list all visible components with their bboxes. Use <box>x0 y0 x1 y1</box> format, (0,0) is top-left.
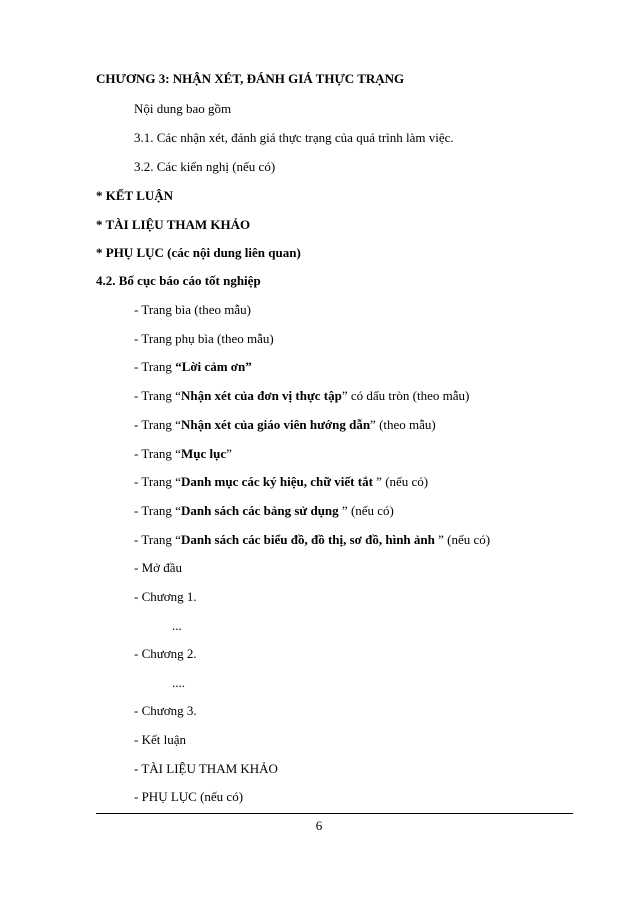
text-segment: - Chương 2. <box>134 646 197 661</box>
text-segment: Nhận xét của giáo viên hướng dẫn <box>180 417 371 432</box>
appendix-heading <box>96 245 301 261</box>
chapter-heading <box>96 71 404 87</box>
text-segment: ” có dấu tròn (theo mẫu) <box>341 388 470 403</box>
text-segment: - Trang phụ bìa (theo mẫu) <box>134 331 274 346</box>
text-segment: .... <box>172 675 185 690</box>
footer-divider <box>96 813 573 814</box>
text-segment: Danh mục các ký hiệu, chữ viết tắt <box>180 474 373 489</box>
text-segment: 3.2. Các kiến nghị (nếu có) <box>134 159 276 174</box>
list-item <box>134 732 186 748</box>
text-segment: - PHỤ LỤC (nếu có) <box>134 789 244 804</box>
list-item <box>134 417 436 433</box>
list-item <box>134 646 197 662</box>
text-segment: - Kết luận <box>134 732 186 747</box>
ellipsis-line <box>172 675 185 691</box>
page-number: 6 <box>315 818 323 833</box>
text-segment: CHƯƠNG 3: NHẬN XÉT, ĐÁNH GIÁ THỰC TRẠNG <box>96 71 405 86</box>
text-segment: Nội dung bao gồm <box>134 101 232 116</box>
text-segment: - Trang “ <box>134 532 181 547</box>
text-segment: - Trang “ <box>134 417 181 432</box>
text-segment: - Trang “ <box>134 503 181 518</box>
text-segment: ” (nếu có) <box>434 532 491 547</box>
list-item <box>134 503 394 519</box>
text-segment: - Mở đầu <box>134 560 183 575</box>
text-segment: ” (theo mẫu) <box>370 417 436 432</box>
list-item <box>134 331 274 347</box>
text-segment: - Chương 1. <box>134 589 197 604</box>
text-segment: 3.1. Các nhận xét, đánh giá thực trạng của quá trình làm việc. <box>134 130 454 145</box>
content-intro <box>134 101 231 117</box>
list-item <box>134 474 428 490</box>
text-segment: Danh sách các biểu đồ, đồ thị, sơ đồ, hình ảnh <box>180 532 435 547</box>
list-item <box>134 359 252 375</box>
text-segment: - Trang <box>134 359 176 374</box>
text-segment: Danh sách các bảng sử dụng <box>180 503 339 518</box>
ellipsis-line <box>172 618 182 634</box>
text-segment: Mục lục <box>180 446 227 461</box>
text-segment: “Lời cảm ơn” <box>175 359 252 374</box>
list-item <box>134 761 278 777</box>
list-item <box>134 302 251 318</box>
section-item-3-2 <box>134 159 275 175</box>
list-item <box>134 532 490 548</box>
text-segment: - Trang bìa (theo mẫu) <box>134 302 251 317</box>
text-segment: ” (nếu có) <box>338 503 394 518</box>
text-segment: Nhận xét của đơn vị thực tập <box>180 388 342 403</box>
references-heading <box>96 217 250 233</box>
list-item <box>134 589 197 605</box>
text-segment: ” (nếu có) <box>372 474 429 489</box>
text-segment: 4.2. Bố cục báo cáo tốt nghiệp <box>96 273 261 288</box>
text-segment: - Trang “ <box>134 388 181 403</box>
text-segment: * TÀI LIỆU THAM KHẢO <box>96 217 251 232</box>
text-segment: - Trang “ <box>134 446 181 461</box>
section-heading-4-2 <box>96 273 261 289</box>
list-item <box>134 446 232 462</box>
text-segment: * KẾT LUẬN <box>96 188 174 203</box>
list-item <box>134 560 182 576</box>
list-item <box>134 703 197 719</box>
section-item-3-1 <box>134 130 454 146</box>
text-segment: ” <box>226 446 232 461</box>
text-segment: ... <box>172 618 182 633</box>
list-item <box>134 388 469 404</box>
list-item <box>134 789 243 805</box>
text-segment: - TÀI LIỆU THAM KHẢO <box>134 761 278 776</box>
text-segment: - Trang “ <box>134 474 181 489</box>
conclusion-heading <box>96 188 173 204</box>
text-segment: * PHỤ LỤC (các nội dung liên quan) <box>96 245 301 260</box>
text-segment: - Chương 3. <box>134 703 197 718</box>
